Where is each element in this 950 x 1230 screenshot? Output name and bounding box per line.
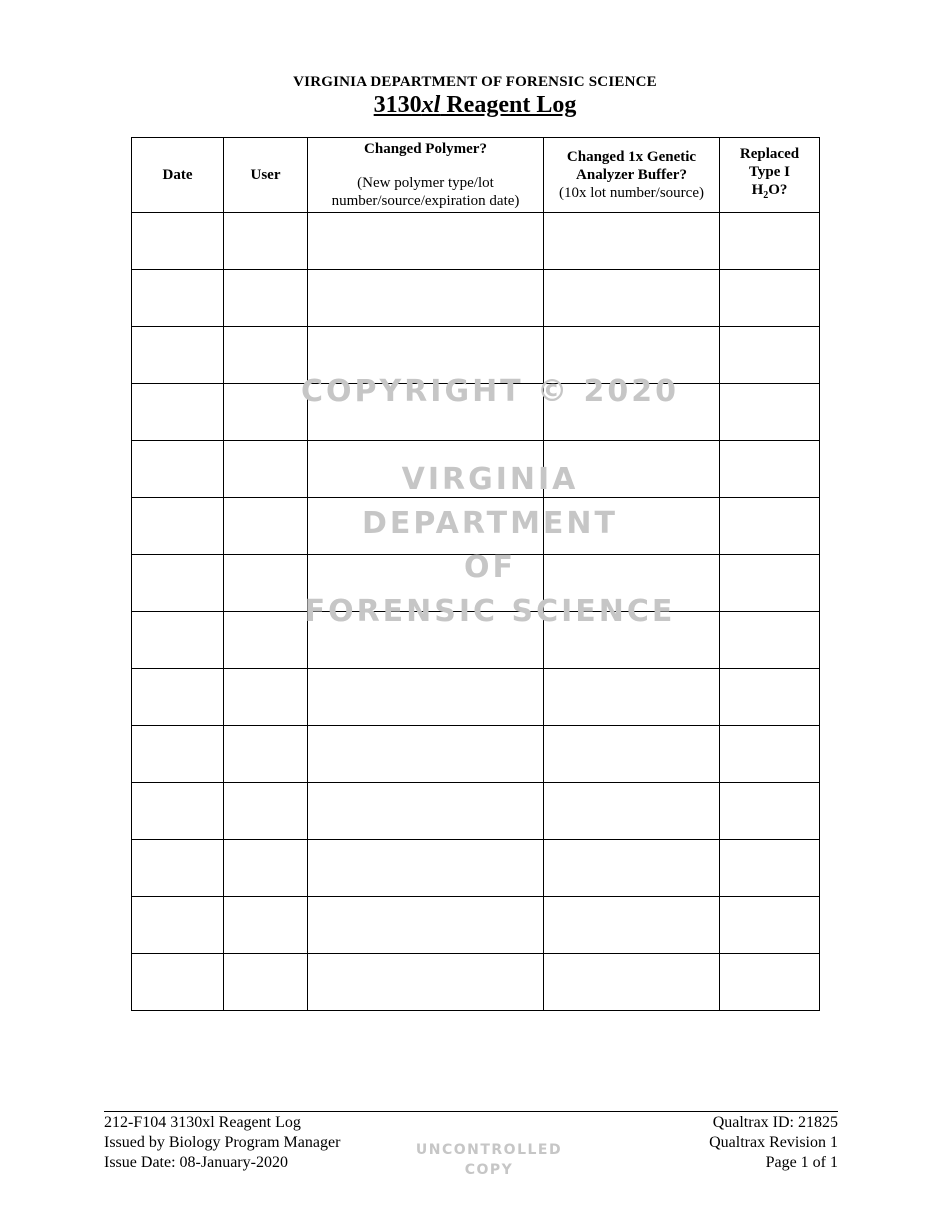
cell-user[interactable] [224,384,308,441]
footer-doc-id: 212-F104 3130xl Reagent Log [104,1114,301,1131]
col-changed-buffer-sub: (10x lot number/source) [559,185,704,201]
cell-polymer[interactable] [308,726,544,783]
footer-uncontrolled-copy [389,1140,589,1180]
cell-user[interactable] [224,840,308,897]
footer-uncontrolled-line1: UNCONTROLLED [415,1142,563,1158]
table-body [132,213,820,1011]
col-replaced-water-h: H [751,182,764,198]
col-changed-polymer-sub: (New polymer type/lot number/source/expiration date) [331,175,520,209]
cell-user[interactable] [224,327,308,384]
footer-divider [104,1111,838,1112]
organization-heading: VIRGINIA DEPARTMENT OF FORENSIC SCIENCE [293,74,657,90]
cell-water[interactable] [720,954,820,1011]
cell-date[interactable] [132,327,224,384]
cell-water[interactable] [720,840,820,897]
cell-water[interactable] [720,726,820,783]
cell-date[interactable] [132,384,224,441]
cell-polymer[interactable] [308,897,544,954]
cell-user[interactable] [224,669,308,726]
watermark-line-department: DEPARTMENT [362,506,618,541]
cell-date[interactable] [132,669,224,726]
footer-issue-date: Issue Date: 08-January-2020 [104,1154,288,1171]
col-changed-polymer [308,138,544,213]
cell-user[interactable] [224,270,308,327]
cell-polymer[interactable] [308,669,544,726]
cell-user[interactable] [224,555,308,612]
cell-user[interactable] [224,213,308,270]
cell-buffer[interactable] [544,555,720,612]
cell-water[interactable] [720,441,820,498]
cell-date[interactable] [132,612,224,669]
cell-polymer[interactable] [308,270,544,327]
cell-date[interactable] [132,441,224,498]
table-row [132,726,820,783]
cell-water[interactable] [720,897,820,954]
cell-user[interactable] [224,498,308,555]
cell-buffer[interactable] [544,669,720,726]
cell-buffer[interactable] [544,897,720,954]
cell-buffer[interactable] [544,384,720,441]
cell-water[interactable] [720,612,820,669]
cell-date[interactable] [132,897,224,954]
table-row [132,213,820,270]
cell-date[interactable] [132,213,224,270]
cell-date[interactable] [132,270,224,327]
table-row [132,669,820,726]
title-prefix: 3130 [373,92,422,118]
table-row [132,441,820,498]
col-changed-buffer [544,138,720,213]
footer-page-number: Page 1 of 1 [765,1154,838,1171]
cell-user[interactable] [224,441,308,498]
col-date: Date [132,138,224,213]
watermark-copyright: COPYRIGHT © 2020 [300,374,680,409]
table-row [132,270,820,327]
cell-polymer[interactable] [308,327,544,384]
cell-buffer[interactable] [544,441,720,498]
cell-polymer[interactable] [308,498,544,555]
col-changed-buffer-title: Changed 1x Genetic Analyzer Buffer? [566,149,697,183]
cell-polymer[interactable] [308,213,544,270]
cell-date[interactable] [132,555,224,612]
title-italic: xl [421,92,441,118]
col-replaced-water-line1: Replaced [739,146,800,162]
cell-buffer[interactable] [544,954,720,1011]
footer-qualtrax-id: Qualtrax ID: 21825 [712,1114,838,1131]
document-title [0,92,950,119]
cell-water[interactable] [720,669,820,726]
cell-user[interactable] [224,726,308,783]
table-row [132,555,820,612]
table-row [132,612,820,669]
cell-polymer[interactable] [308,783,544,840]
cell-polymer[interactable] [308,840,544,897]
watermark-line-virginia: VIRGINIA [401,462,579,497]
table-row [132,783,820,840]
cell-buffer[interactable] [544,840,720,897]
cell-polymer[interactable] [308,384,544,441]
cell-water[interactable] [720,270,820,327]
cell-water[interactable] [720,498,820,555]
watermark-line-of: OF [464,550,516,585]
table-row [132,384,820,441]
cell-polymer[interactable] [308,954,544,1011]
col-replaced-water-line2: Type I [749,164,790,180]
footer-uncontrolled-line2: COPY [464,1162,514,1178]
title-suffix: Reagent Log [440,92,577,118]
cell-date[interactable] [132,498,224,555]
col-replaced-water-sub: 2 [763,190,769,201]
table-row [132,327,820,384]
reagent-log-table [131,137,820,1011]
col-user: User [224,138,308,213]
cell-water[interactable] [720,213,820,270]
cell-date[interactable] [132,954,224,1011]
table-row [132,897,820,954]
cell-user[interactable] [224,897,308,954]
footer-right [709,1113,838,1173]
table-row [132,954,820,1011]
cell-buffer[interactable] [544,213,720,270]
cell-polymer[interactable] [308,555,544,612]
cell-polymer[interactable] [308,441,544,498]
col-changed-polymer-title: Changed Polymer? [364,141,487,157]
cell-buffer[interactable] [544,783,720,840]
cell-polymer[interactable] [308,612,544,669]
footer-left [104,1113,340,1173]
footer-qualtrax-revision: Qualtrax Revision 1 [709,1134,838,1151]
table-row [132,840,820,897]
col-replaced-water-o: O? [768,182,788,198]
cell-buffer[interactable] [544,726,720,783]
watermark-line-forensic-science: FORENSIC SCIENCE [304,594,676,629]
cell-water[interactable] [720,555,820,612]
cell-buffer[interactable] [544,327,720,384]
cell-date[interactable] [132,726,224,783]
cell-user[interactable] [224,783,308,840]
cell-user[interactable] [224,612,308,669]
cell-buffer[interactable] [544,498,720,555]
cell-buffer[interactable] [544,270,720,327]
col-replaced-water [720,138,820,213]
table-row [132,498,820,555]
cell-user[interactable] [224,954,308,1011]
cell-water[interactable] [720,327,820,384]
cell-buffer[interactable] [544,612,720,669]
footer-issued-by: Issued by Biology Program Manager [104,1134,341,1151]
cell-water[interactable] [720,783,820,840]
table-header-row [132,138,820,213]
cell-water[interactable] [720,384,820,441]
cell-date[interactable] [132,840,224,897]
cell-date[interactable] [132,783,224,840]
